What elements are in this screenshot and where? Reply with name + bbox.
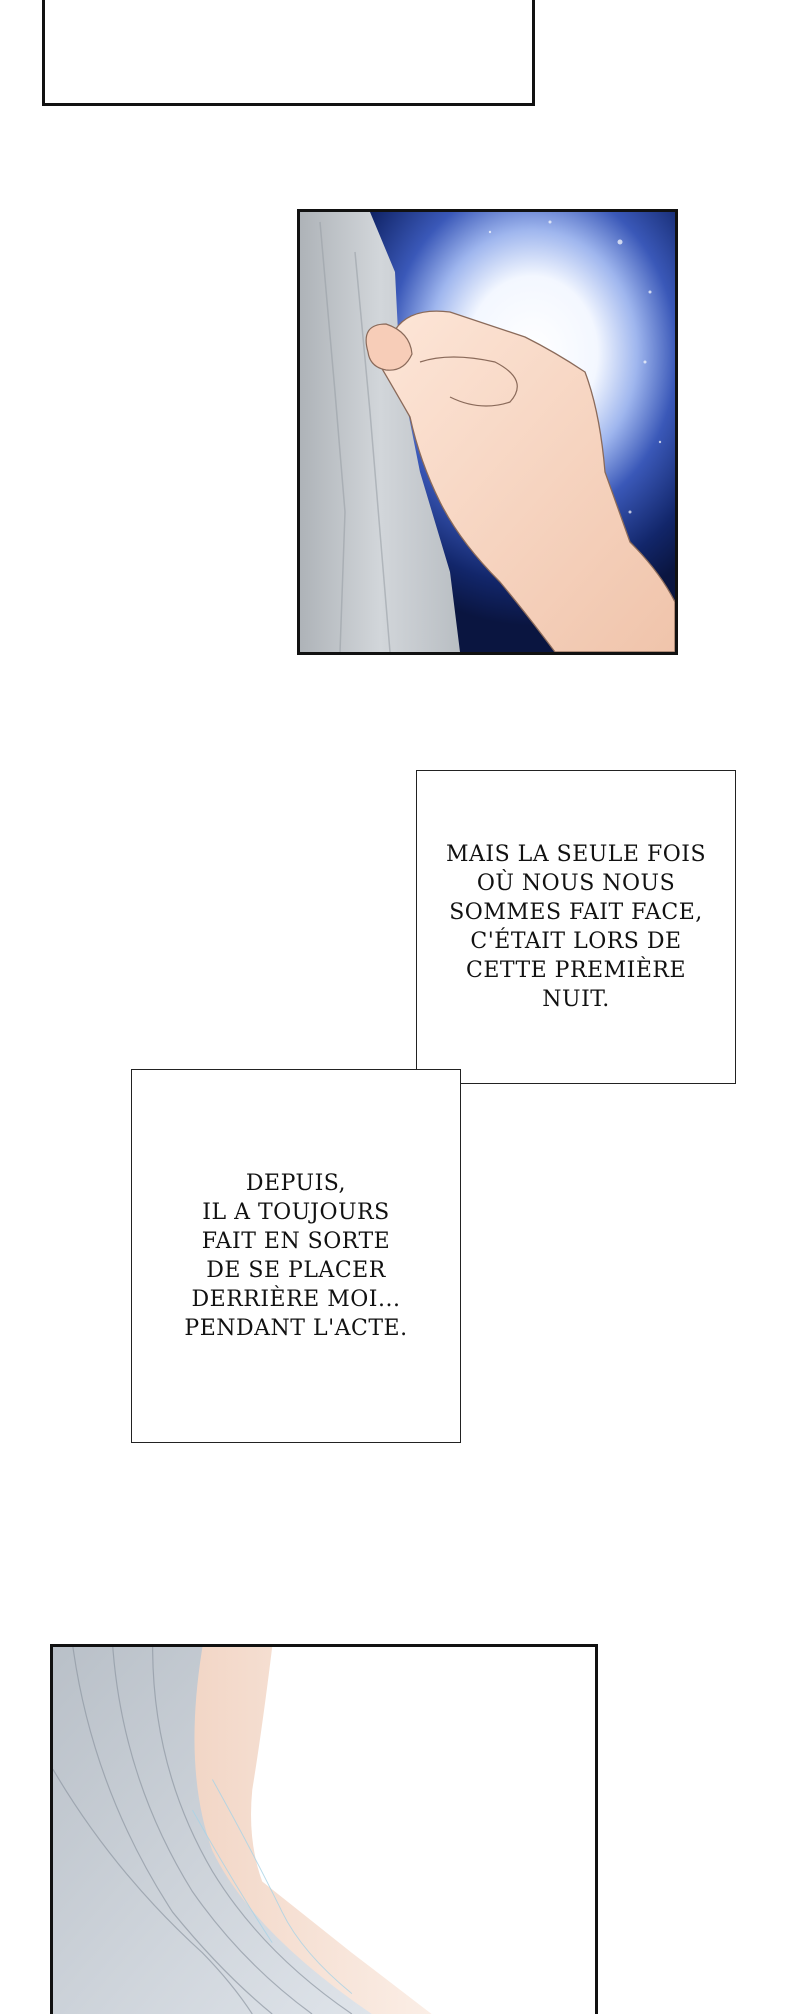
caption-box-second — [131, 1069, 461, 1443]
hand-curtain-panel — [297, 209, 678, 655]
caption-text-first: MAIS LA SEULE FOIS OÙ NOUS NOUS SOMMES FAIT FACE, C'ÉTAIT LORS DE CETTE PREMIÈRE NUIT. — [445, 842, 707, 1012]
caption-text-second: DEPUIS, IL A TOUJOURS FAIT EN SORTE DE SE PLACER DERRIÈRE MOI... PENDANT L'ACTE. — [184, 1171, 408, 1341]
caption-join-mask — [418, 1070, 459, 1083]
top-panel — [42, 0, 535, 106]
hair-shoulder-panel — [50, 1644, 598, 2014]
hair-shoulder-illustration — [53, 1647, 595, 2014]
hand-curtain-illustration — [300, 212, 675, 652]
caption-box-first — [416, 770, 736, 1084]
